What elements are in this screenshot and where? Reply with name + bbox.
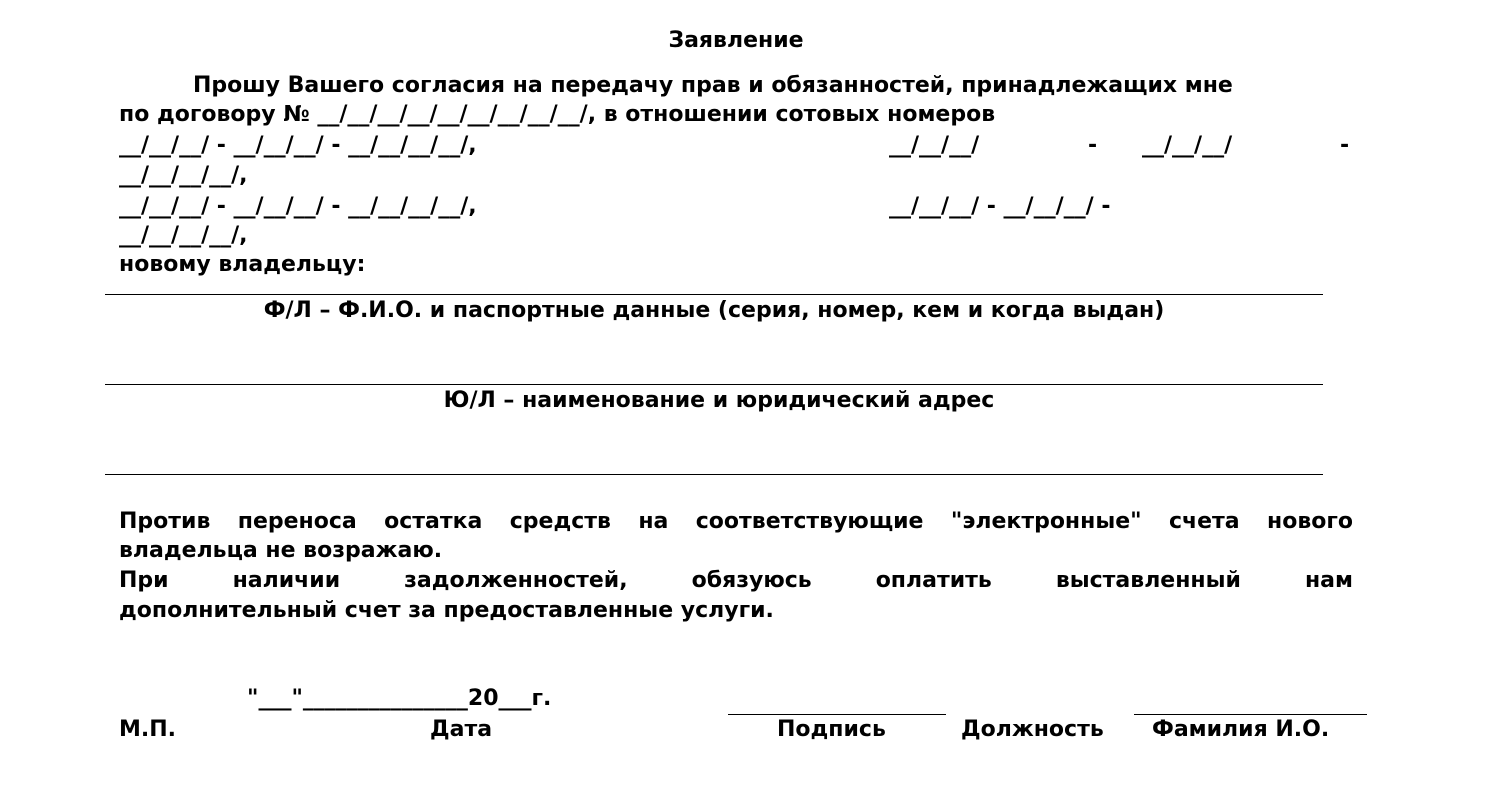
request-line-2: по договору № __/__/__/__/__/__/__/__/__/, в отношении сотовых номеров	[119, 102, 996, 127]
numbers-row-1-dash-1: -	[1088, 133, 1098, 158]
date-line: "___"_______________20___г.	[247, 686, 552, 711]
request-line-1: Прошу Вашего согласия на передачу прав и обязанностей, принадлежащих мне	[193, 73, 1233, 98]
full-name-label: Фамилия И.О.	[1152, 717, 1330, 742]
signature-rule	[728, 714, 946, 715]
fl-rule	[105, 294, 1323, 295]
stamp-label: М.П.	[119, 717, 177, 742]
numbers-row-1-right: __/__/__/	[1142, 133, 1233, 158]
new-owner-label: новому владельцу:	[119, 252, 366, 277]
numbers-row-1-dash-2: -	[1340, 133, 1350, 158]
document-title: Заявление	[668, 28, 804, 53]
numbers-row-1-mid: __/__/__/	[889, 133, 980, 158]
date-label: Дата	[430, 717, 493, 742]
debt-line-2: дополнительный счет за предоставленные услуги.	[119, 598, 774, 623]
signature-label: Подпись	[777, 717, 886, 742]
numbers-row-2-continued: __/__/__/__/,	[119, 223, 248, 248]
position-label: Должность	[961, 717, 1104, 742]
ul-rule	[105, 384, 1323, 385]
numbers-row-2-right: __/__/__/ - __/__/__/ -	[889, 194, 1111, 219]
end-rule	[105, 474, 1323, 475]
debt-line-1: При наличии задолженностей, обязуюсь оплатить выставленный нам	[119, 568, 1353, 593]
numbers-row-2-left: __/__/__/ - __/__/__/ - __/__/__/__/,	[119, 194, 477, 219]
numbers-row-1-left: __/__/__/ - __/__/__/ - __/__/__/__/,	[119, 133, 477, 158]
fl-caption: Ф/Л – Ф.И.О. и паспортные данные (серия, номер, кем и когда выдан)	[263, 298, 1165, 323]
name-rule	[1134, 714, 1367, 715]
transfer-line-2: владельца не возражаю.	[119, 538, 443, 563]
ul-caption: Ю/Л – наименование и юридический адрес	[443, 388, 995, 413]
numbers-row-1-continued: __/__/__/__/,	[119, 163, 248, 188]
transfer-line-1: Против переноса остатка средств на соответствующие "электронные" счета нового	[119, 509, 1353, 534]
